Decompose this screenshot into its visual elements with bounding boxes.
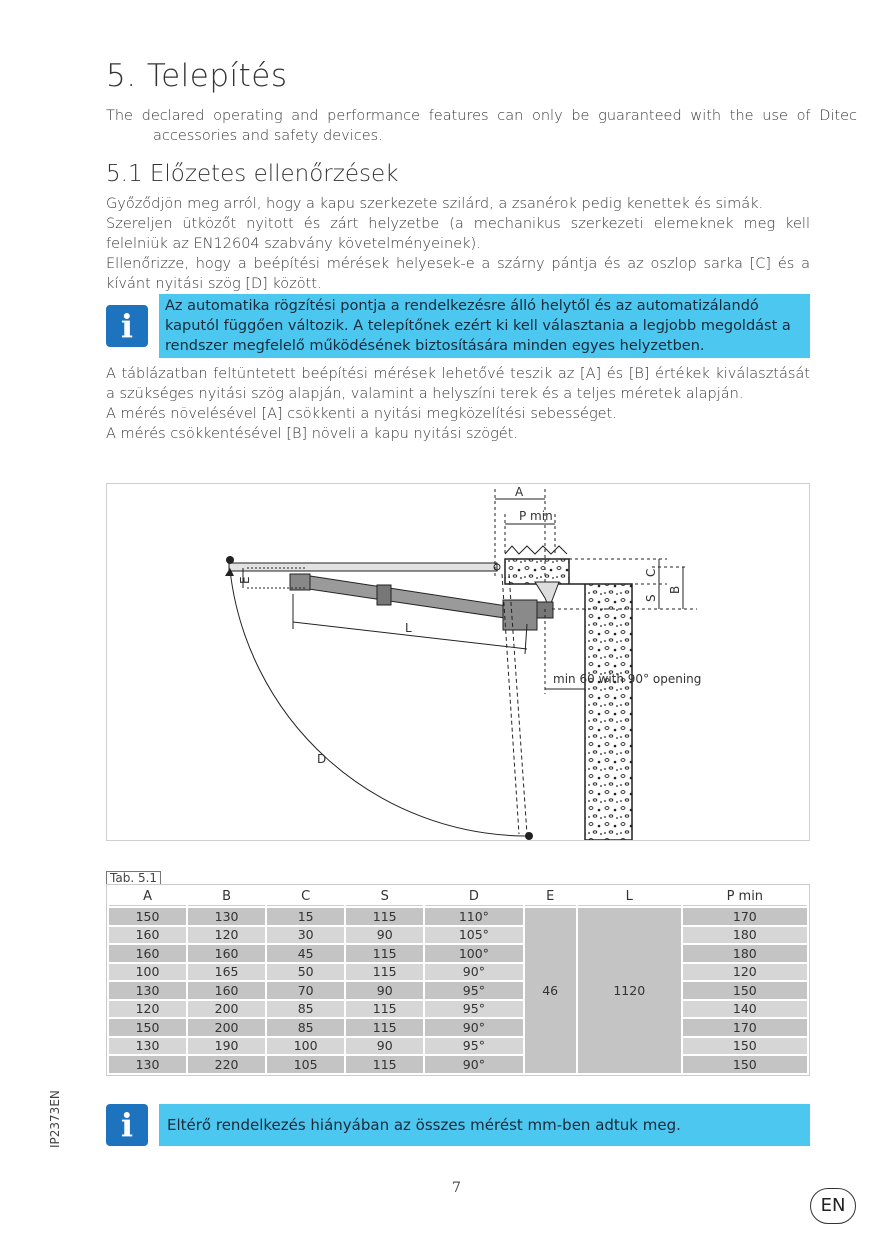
col-header-d: D (425, 887, 522, 906)
col-header-a: A (109, 887, 186, 906)
cell: 160 (188, 982, 265, 999)
info-note-units: Eltérő rendelkezés hiányában az összes mérést mm-ben adtuk meg. (159, 1104, 810, 1146)
table-row (109, 945, 807, 962)
cell: 105 (267, 1056, 344, 1073)
info-icon: i (106, 305, 148, 347)
cell: 220 (188, 1056, 265, 1073)
cell: 130 (109, 1056, 186, 1073)
measure-1: A táblázatban feltüntetett beépítési mérések lehetővé teszik az [A] és [B] értékek kiválasztását a szükséges nyitási szög alapján, valamint a helyszíni terek és a teljes méretek alapján. (106, 366, 810, 402)
col-header-s: S (346, 887, 423, 906)
cell: 100° (425, 945, 522, 962)
cell: 120 (109, 1001, 186, 1018)
col-header-e: E (525, 887, 576, 906)
cell: 100 (267, 1038, 344, 1055)
cell: 90 (346, 982, 423, 999)
label-min60: min 60 with 90° opening (553, 672, 702, 686)
cell: 85 (267, 1001, 344, 1018)
cell: 95° (425, 982, 522, 999)
cell: 170 (683, 1019, 807, 1036)
check-1: Győződjön meg arról, hogy a kapu szerkezete szilárd, a zsanérok pedig kenettek és simák. (106, 196, 764, 212)
label-c: C (644, 568, 658, 577)
cell: 200 (188, 1001, 265, 1018)
subsection-title: 5.1 Előzetes ellenőrzések (106, 161, 399, 187)
cell: 180 (683, 927, 807, 944)
cell: 105° (425, 927, 522, 944)
table-row (109, 1056, 807, 1073)
cell: 95° (425, 1038, 522, 1055)
cell: 160 (188, 945, 265, 962)
label-b: B (668, 585, 682, 594)
cell: 90° (425, 1019, 522, 1036)
cell: 150 (683, 1056, 807, 1073)
installation-diagram (106, 483, 810, 841)
info-note: Az automatika rögzítési pontja a rendelkezésre álló helytől és az automatizálandó kaputól függően változik. A telepítőnek ezért ki kell választania a legjobb megoldást a rendszer megfelelő működésének biztosítására minden egyes helyzetben. (159, 294, 810, 358)
cell: 70 (267, 982, 344, 999)
table-row (109, 1001, 807, 1018)
cell: 160 (109, 945, 186, 962)
cell: 115 (346, 1001, 423, 1018)
language-badge: EN (810, 1188, 856, 1224)
label-e: E (238, 576, 252, 584)
section-title: 5. Telepítés (106, 58, 288, 94)
table-row (109, 1019, 807, 1036)
cell: 120 (683, 964, 807, 981)
cell: 115 (346, 908, 423, 925)
checks-text (106, 194, 810, 294)
intro-text: The declared operating and performance features can only be guaranteed with the use of Ditec accessories and safety devices. (106, 108, 857, 144)
cell: 140 (683, 1001, 807, 1018)
cell: 165 (188, 964, 265, 981)
check-3: Ellenőrizze, hogy a beépítési mérések helyesek-e a szárny pántja és az oszlop sarka [C] és a kívánt nyitási szög [D] között. (106, 256, 810, 292)
cell: 130 (188, 908, 265, 925)
col-header-c: C (267, 887, 344, 906)
cell: 150 (109, 908, 186, 925)
info-icon: i (106, 1104, 148, 1146)
cell: 115 (346, 964, 423, 981)
cell: 100 (109, 964, 186, 981)
cell: 200 (188, 1019, 265, 1036)
measure-3: A mérés csökkentésével [B] növeli a kapu nyitási szögét. (106, 426, 518, 442)
cell: 130 (109, 982, 186, 999)
cell: 150 (683, 1038, 807, 1055)
cell: 115 (346, 1019, 423, 1036)
cell: 160 (109, 927, 186, 944)
table-label: Tab. 5.1 (106, 871, 161, 885)
label-l: L (405, 621, 412, 635)
cell: 90° (425, 1056, 522, 1073)
cell-e-merged: 46 (525, 908, 576, 1073)
table-row (109, 964, 807, 981)
cell: 110° (425, 908, 522, 925)
table-row (109, 908, 807, 925)
cell: 190 (188, 1038, 265, 1055)
cell: 30 (267, 927, 344, 944)
check-2: Szereljen ütközőt nyitott és zárt helyzetbe (a mechanikus szerkezeti elemeknek meg kell felelniük az EN12604 szabvány követelményeinek). (106, 216, 810, 252)
col-header-b: B (188, 887, 265, 906)
col-header-l: L (578, 887, 681, 906)
cell: 150 (109, 1019, 186, 1036)
label-s: S (644, 594, 658, 602)
col-header-pmin: P min (683, 887, 807, 906)
cell: 45 (267, 945, 344, 962)
label-a: A (515, 485, 524, 499)
table-row (109, 1038, 807, 1055)
cell: 90 (346, 1038, 423, 1055)
table-row (109, 927, 807, 944)
cell: 120 (188, 927, 265, 944)
cell: 50 (267, 964, 344, 981)
page-number: 7 (452, 1180, 461, 1196)
cell: 130 (109, 1038, 186, 1055)
measures-text (106, 364, 810, 444)
cell: 115 (346, 945, 423, 962)
cell: 90° (425, 964, 522, 981)
dimensions-table (106, 884, 810, 1076)
cell: 180 (683, 945, 807, 962)
cell: 170 (683, 908, 807, 925)
cell-l-merged: 1120 (578, 908, 681, 1073)
label-pmin: P min (519, 509, 553, 523)
cell: 85 (267, 1019, 344, 1036)
table-row (109, 982, 807, 999)
cell: 150 (683, 982, 807, 999)
label-d: D (317, 752, 327, 766)
document-code: IP2373EN (48, 1090, 62, 1148)
cell: 115 (346, 1056, 423, 1073)
cell: 90 (346, 927, 423, 944)
cell: 15 (267, 908, 344, 925)
measure-2: A mérés növelésével [A] csökkenti a nyitási megközelítési sebességet. (106, 406, 617, 422)
cell: 95° (425, 1001, 522, 1018)
